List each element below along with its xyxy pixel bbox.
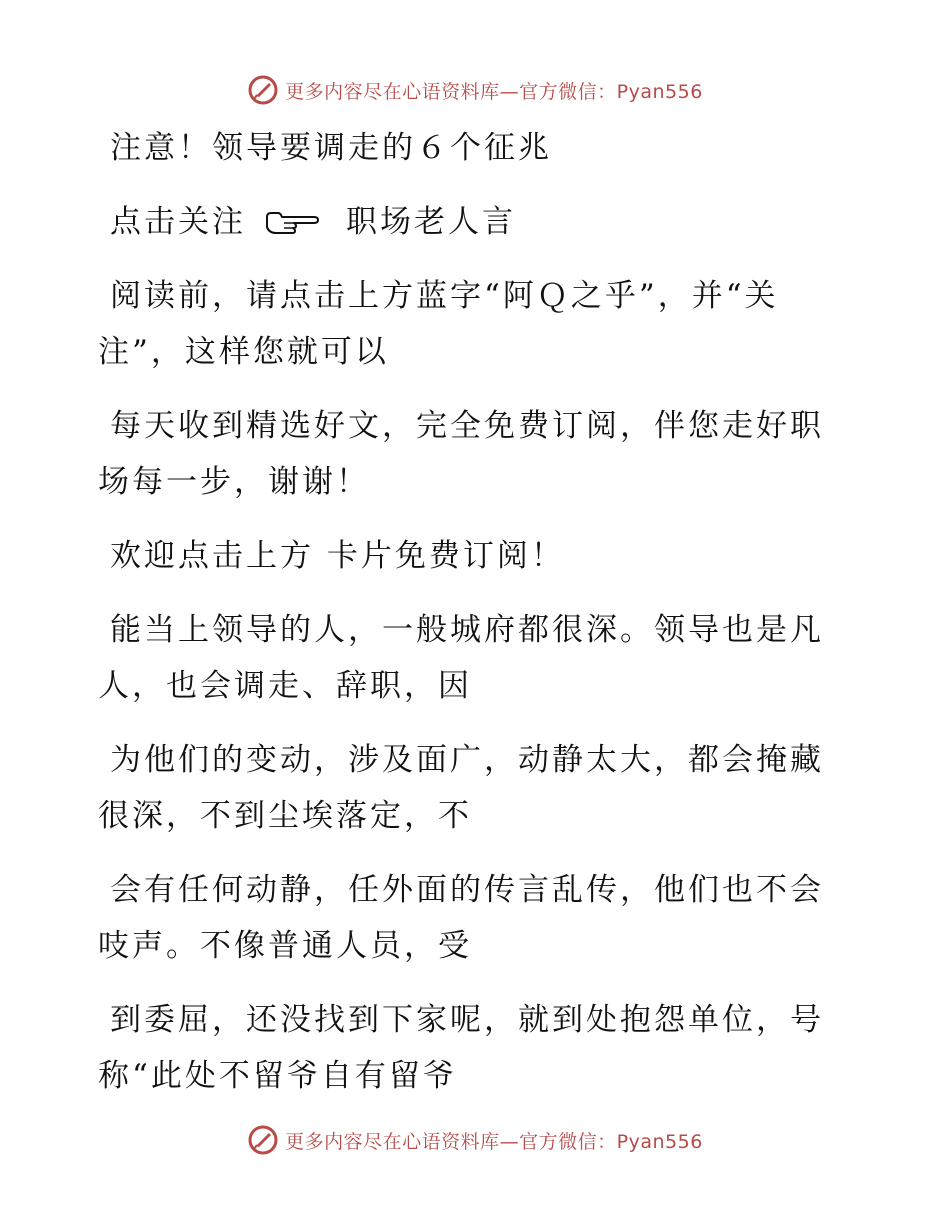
- footer-watermark-inner: [247, 1124, 703, 1156]
- paragraph-4: 能当上领导的人，一般城府都很深。领导也是凡人，也会调走、辞职，因: [98, 612, 824, 704]
- header-watermark-text: 更多内容尽在心语资料库—官方微信：Pyan556: [285, 80, 703, 103]
- document-title: 注意！领导要调走的６个征兆: [110, 130, 552, 166]
- paragraph-7: 到委屈，还没找到下家呢，就到处抱怨单位，号称“此处不留爷自有留爷: [98, 1002, 824, 1094]
- header-watermark-inner: [247, 74, 703, 106]
- header-watermark: [0, 70, 950, 110]
- paragraph-5: 为他们的变动，涉及面广，动静太大，都会掩藏很深，不到尘埃落定，不: [98, 742, 824, 834]
- paragraph-6: 会有任何动静，任外面的传言乱传，他们也不会吱声。不像普通人员，受: [98, 872, 824, 964]
- follow-line: [98, 194, 833, 250]
- footer-watermark: [0, 1120, 950, 1160]
- document-body: [98, 120, 833, 1122]
- paragraph-1: 阅读前，请点击上方蓝字“阿Ｑ之乎”，并“关注”，这样您就可以: [98, 278, 779, 370]
- feather-logo-icon: [247, 1124, 279, 1156]
- paragraph-2: 每天收到精选好文，完全免费订阅，伴您走好职场每一步，谢谢！: [98, 408, 824, 500]
- paragraph-3: 欢迎点击上方 卡片免费订阅！: [110, 538, 565, 574]
- footer-watermark-text: 更多内容尽在心语资料库—官方微信：Pyan556: [285, 1130, 703, 1153]
- feather-logo-icon: [247, 74, 279, 106]
- follow-suffix: 职场老人言: [346, 204, 516, 240]
- follow-prefix: 点击关注: [110, 204, 246, 240]
- pointing-hand-icon: [264, 207, 320, 237]
